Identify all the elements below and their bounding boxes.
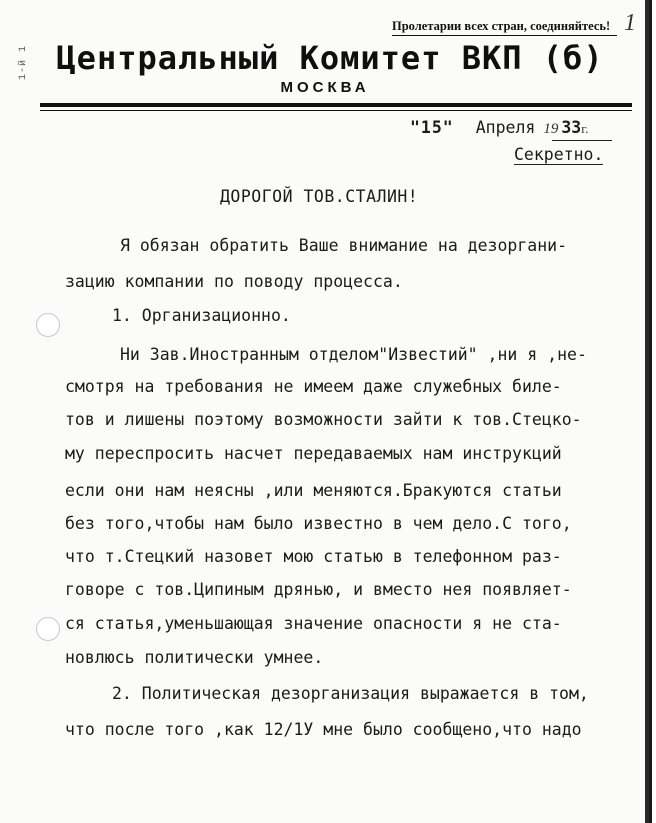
sheet-number-handwritten: 1	[624, 10, 636, 36]
letterhead-slogan: Пролетарии всех стран, соединяйтесь!	[392, 19, 617, 36]
date-underline	[552, 140, 612, 141]
body-line: 2. Политическая дезорганизация выражается в том,	[112, 684, 589, 703]
body-line: 1. Организационно.	[112, 306, 291, 325]
date-year: 33	[561, 118, 582, 137]
date-day: "15"	[410, 118, 454, 137]
date-year-suffix: г.	[581, 121, 589, 136]
body-line: что после того ,как 12/1У мне было сообщено,что надо	[65, 720, 582, 739]
body-line: что т.Стецкий назовет мою статью в телефонном раз-	[65, 547, 562, 566]
date-century: 19	[543, 121, 559, 137]
punch-hole	[36, 313, 60, 337]
classification-stamp: Секретно.	[514, 145, 604, 164]
body-line: если они нам неясны ,или меняются.Бракуются статьи	[65, 481, 562, 500]
body-line: смотря на требования не имеем даже служебных биле-	[65, 377, 562, 396]
organization-title: Центральный Комитет ВКП (б)	[56, 39, 604, 77]
date-month: Апреля	[475, 118, 536, 137]
body-line: Ни Зав.Иностранным отделом"Известий" ,ни я ,не-	[120, 345, 587, 364]
letterhead-rule-thick	[40, 103, 632, 107]
punch-hole	[36, 617, 60, 641]
body-line: зацию компании по поводу процесса.	[65, 272, 403, 291]
body-line: ся статья,уменьшающая значение опасности я не ста-	[65, 614, 562, 633]
body-line: тов и лишены поэтому возможности зайти к тов.Стецко-	[65, 410, 582, 429]
body-line: без того,чтобы нам было известно в чем дело.С того,	[65, 514, 572, 533]
body-line: говоре с тов.Ципиным дрянью, и вместо нея появляет-	[65, 580, 572, 599]
date-line	[410, 118, 588, 138]
salutation: ДОРОГОЙ ТОВ.СТАЛИН!	[220, 187, 419, 206]
page-edge-shadow	[645, 0, 649, 823]
archive-margin-marks: 1-й 1	[18, 45, 29, 81]
body-line: новлюсь политически умнее.	[65, 648, 324, 667]
body-line: му переспросить насчет передаваемых нам инструкций	[65, 444, 562, 463]
letterhead-city: МОСКВА	[280, 79, 370, 96]
letterhead-rule-thin	[40, 110, 632, 111]
body-line: Я обязан обратить Ваше внимание на дезоргани-	[120, 236, 568, 255]
